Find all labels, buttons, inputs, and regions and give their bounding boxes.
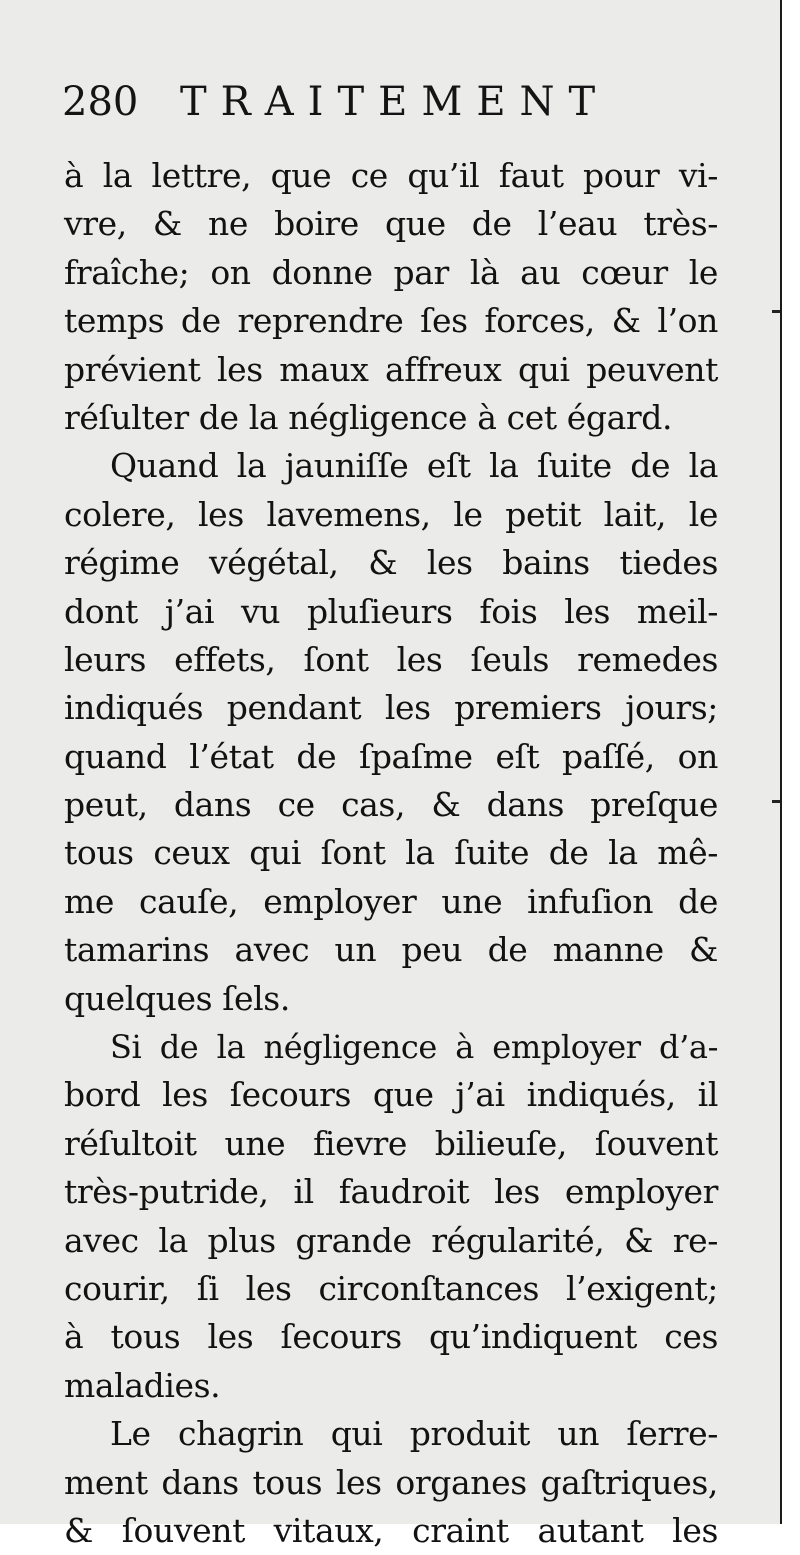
text-line: quand l’état de ſpaſme eſt paſſé, on	[64, 736, 718, 776]
text-line: Le chagrin qui produit un ſerre-	[110, 1414, 718, 1454]
text-line: & ſouvent vitaux, craint autant les	[64, 1510, 718, 1550]
edge-mark	[772, 800, 780, 803]
text-line: très-putride, il faudroit les employer	[64, 1172, 718, 1212]
body-text	[64, 152, 718, 1555]
text-line: prévient les maux affreux qui peuvent	[64, 349, 718, 389]
running-head: TRAITEMENT	[180, 79, 610, 125]
text-line: régime végétal, & les bains tiedes	[64, 543, 718, 583]
page-header	[62, 74, 722, 130]
text-line: tamarins avec un peu de manne &	[64, 930, 718, 970]
text-line: avec la plus grande régularité, & re-	[64, 1220, 718, 1260]
text-line: réſulter de la négligence à cet égard.	[64, 397, 673, 437]
text-line: fraîche; on donne par là au cœur le	[64, 252, 718, 292]
text-line: Si de la négligence à employer d’a-	[110, 1028, 718, 1067]
text-line: leurs effets, ſont les ſeuls remedes	[64, 639, 718, 679]
text-line: quelques ſels.	[64, 978, 290, 1018]
text-line: indiqués pendant les premiers jours;	[64, 688, 718, 728]
text-line: réſultoit une fievre bilieuſe, ſouvent	[64, 1123, 718, 1163]
page-number: 280	[62, 79, 139, 125]
text-line: temps de reprendre ſes forces, & l’on	[64, 301, 718, 341]
text-line: tous ceux qui ſont la ſuite de la mê-	[64, 833, 718, 873]
text-line: à la lettre, que ce qu’il faut pour vi-	[64, 156, 718, 195]
text-line: à tous les ſecours qu’indiquent ces	[64, 1317, 718, 1357]
text-line: peut, dans ce cas, & dans preſque	[64, 785, 718, 825]
edge-mark	[772, 310, 780, 313]
text-line: ment dans tous les organes gaſtriques,	[64, 1462, 718, 1502]
text-line: me cauſe, employer une infuſion de	[64, 881, 718, 921]
text-line: colere, les lavemens, le petit lait, le	[64, 494, 718, 534]
text-line: courir, ſi les circonſtances l’exigent;	[64, 1268, 718, 1308]
text-line: maladies.	[64, 1365, 221, 1405]
text-line: Quand la jauniſſe eſt la ſuite de la	[110, 446, 718, 486]
text-line: bord les ſecours que j’ai indiqués, il	[64, 1075, 718, 1115]
text-line: vre, & ne boire que de l’eau très-	[64, 204, 718, 244]
text-line: dont j’ai vu pluſieurs fois les meil-	[64, 591, 718, 631]
